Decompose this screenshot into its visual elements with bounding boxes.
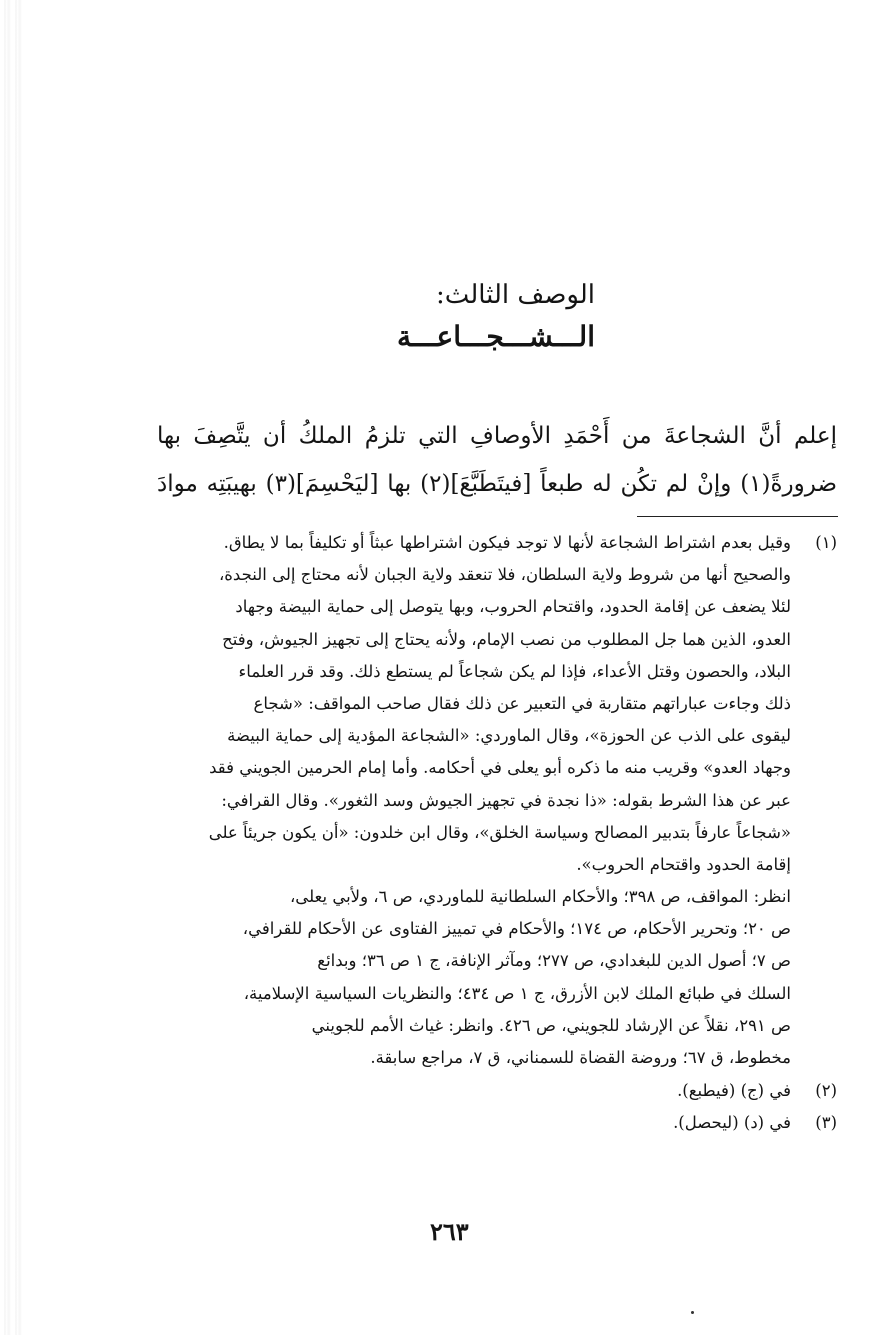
page-number: ٢٦٣ [430,1217,469,1246]
footnote-line: والصحيح أنها من شروط ولاية السلطان، فلا تنعقد ولاية الجبان لأنه محتاج إلى النجدة، [218,565,791,585]
footnote-line: عبر عن هذا الشرط بقوله: «ذا نجدة في تجهيز الجيوش وسد الثغور». وقال القرافي: [221,790,791,810]
footnote-number: (١) [815,533,837,552]
footnote-line: وجهاد العدو» وقريب منه ما ذكره أبو يعلى في أحكامه. وأما إمام الحرمين الجويني فقد [209,758,791,778]
footnote-number: (٣) [815,1113,837,1133]
footnote-line: لئلا يضعف عن إقامة الحدود، واقتحام الحروب، وبها يتوصل إلى حماية البيضة وجهاد [235,597,791,617]
footnote-separator [637,516,838,517]
body-line: ضرورةً(١) وإنْ لم تكُن له طبعاً [فيتَطَبَّعَ](٢) بها [ليَحْسِمَ](٣) بهيبَتِه موادَ [157,471,837,497]
footnote-line: إقامة الحدود واقتحام الحروب». [576,854,791,874]
footnote-line: ذلك وجاءت عباراتهم متقاربة في التعبير عن ذلك فقال صاحب المواقف: «شجاع [253,693,791,713]
footnote-body [57,1075,791,1107]
footnote-line: العدو، الذين هما جل المطلوب من نصب الإمام، ولأنه يحتاج إلى تجهيز الجيوش، وفتح [222,629,791,649]
footnote-body [57,1107,791,1139]
footnote-line: ص ٢٠؛ وتحرير الأحكام، ص ١٧٤؛ والأحكام في تمييز الفتاوى عن الأحكام للقرافي، [242,919,791,939]
scan-speck [691,1311,694,1314]
footnote-line: وقيل بعدم اشتراط الشجاعة لأنها لا توجد فيكون اشتراطها عبثاً أو تكليفاً بما لا يطاق. [223,533,791,552]
footnote-line: البلاد، والحصون وقتل الأعداء، فإذا لم يكن شجاعاً لم يستطع ذلك. وقد قرر العلماء [238,661,791,681]
body-paragraph [157,412,837,508]
footnote-line: في (ج) (فيطبع). [677,1081,791,1100]
footnote-1 [57,527,837,1075]
footnote-number: (٢) [815,1081,837,1100]
scan-binding-edge [0,0,22,1335]
footnotes [57,527,837,1139]
footnote-3 [57,1107,837,1139]
footnote-line: انظر: المواقف، ص ٣٩٨؛ والأحكام السلطانية للماوردي، ص ٦، ولأبي يعلى، [289,887,791,907]
footnote-line: في (د) (ليحصل). [673,1113,791,1133]
footnote-line: ليقوى على الذب عن الحوزة»، وقال الماوردي: «الشجاعة المؤدية إلى حماية البيضة [227,726,791,746]
footnote-body [57,527,791,1074]
body-line: إعلم أنَّ الشجاعةَ من أَحْمَدِ الأوصافِ التي تلزمُ الملكُ أن يتَّصِفَ بها [157,423,837,449]
footnote-line: مخطوط، ق ٦٧؛ وروضة القضاة للسمناني، ق ٧، مراجع سابقة. [370,1048,791,1067]
footnote-2 [57,1075,837,1107]
footnote-line: ص ٢٩١، نقلاً عن الإرشاد للجويني، ص ٤٢٦. وانظر: غياث الأمم للجويني [311,1015,791,1035]
footnote-line: «شجاعاً عارفاً بتدبير المصالح وسياسة الخلق»، وقال ابن خلدون: «أن يكون جريئاً على [208,822,791,842]
footnote-line: السلك في طبائع الملك لابن الأزرق، ج ١ ص ٤٣٤؛ والنظريات السياسية الإسلامية، [243,983,791,1003]
section-title: الـــشـــجـــاعـــة [396,320,595,353]
section-label: الوصف الثالث: [436,280,595,310]
footnote-line: ص ٧؛ أصول الدين للبغدادي، ص ٢٧٧؛ ومآثر الإنافة، ج ١ ص ٣٦؛ وبدائع [317,951,791,971]
